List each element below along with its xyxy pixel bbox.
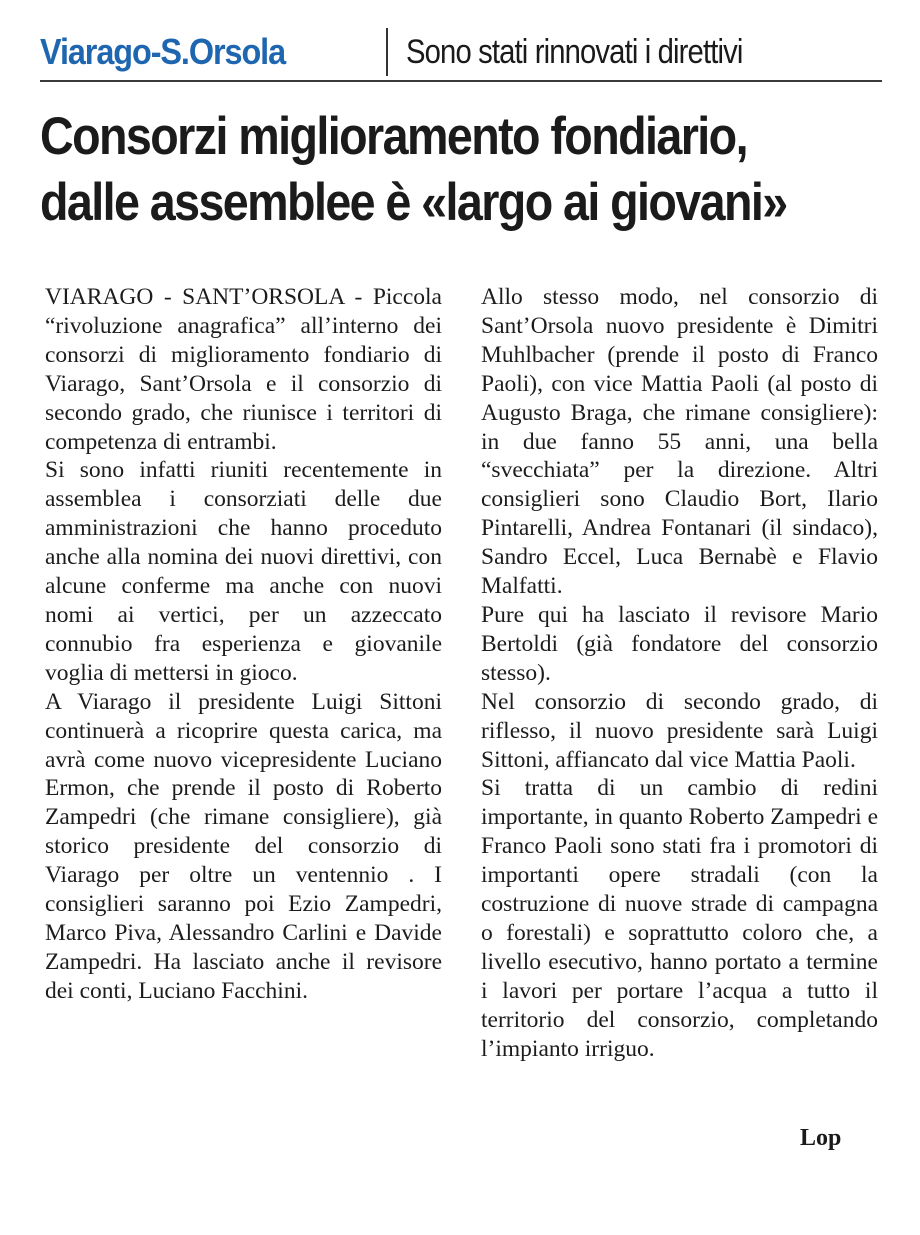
section-subtitle: Sono stati rinnovati i direttivi [406,32,743,71]
paragraph-revisore: Pure qui ha lasciato il revisore Mario Bertoldi (già fondatore del consorzio stesso). [481,601,878,686]
paragraph-secondo-grado: Nel consorzio di secondo grado, di riflesso, il nuovo presidente sarà Luigi Sittoni, affiancato dal vice Mattia Paoli. [481,688,878,773]
article-column-right [481,283,878,1063]
article-headline [40,104,832,236]
headline-line-2: dalle assemblee è «largo ai giovani» [40,173,787,232]
header-divider [386,28,388,76]
paragraph-intro: VIARAGO - SANT’ORSOLA - Piccola “rivoluzione anagrafica” all’interno dei consorzi di miglioramento fondiario di Viarago, Sant’Orsola e il consorzio di secondo grado, che riunisce i territori di competenza di entrambi. [45,284,442,455]
headline-line-1: Consorzi miglioramento fondiario, [40,107,747,166]
header-rule [40,80,882,82]
paragraph-santorsola: Allo stesso modo, nel consorzio di Sant’Orsola nuovo presidente è Dimitri Muhlbacher (prende il posto di Franco Paoli), con vice Mattia Paoli (al posto di Augusto Braga, che rimane consigliere): in due fanno 55 anni, una bella “svecchiata” per la direzione. Altri consiglieri sono Claudio Bort, Ilario Pintarelli, Andrea Fontanari (il sindaco), Sandro Eccel, Luca Bernabè e Flavio Malfatti. [481,284,878,600]
section-header [40,26,882,78]
paragraph-viarago: A Viarago il presidente Luigi Sittoni continuerà a ricoprire questa carica, ma avrà come nuovo vicepresidente Luciano Ermon, che prende il posto di Roberto Zampedri (che rimane consigliere), già storico presidente del consorzio di Viarago per oltre un ventennio . I consiglieri saranno poi Ezio Zampedri, Marco Piva, Alessandro Carlini e Davide Zampedri. Ha lasciato anche il revisore dei conti, Luciano Facchini. [45,688,442,1004]
paragraph-conclusion: Si tratta di un cambio di redini importante, in quanto Roberto Zampedri e Franco Paoli sono stati fra i promotori di importanti opere stradali (con la costruzione di nuove strade di campagna o forestali) e soprattutto coloro che, a livello esecutivo, hanno portato a termine i lavori per portare l’acqua a tutto il territorio del consorzio, completando l’impianto irriguo. [481,775,878,1062]
paragraph-assembly: Si sono infatti riuniti recentemente in assemblea i consorziati delle due amministrazioni che hanno proceduto anche alla nomina dei nuovi direttivi, con alcune conferme ma anche con nuovi nomi ai vertici, per un azzeccato connubio fra esperienza e giovanile voglia di mettersi in gioco. [45,457,442,686]
location-label: Viarago-S.Orsola [40,31,286,72]
article-column-left [45,283,442,1006]
author-byline: Lop [800,1125,842,1151]
